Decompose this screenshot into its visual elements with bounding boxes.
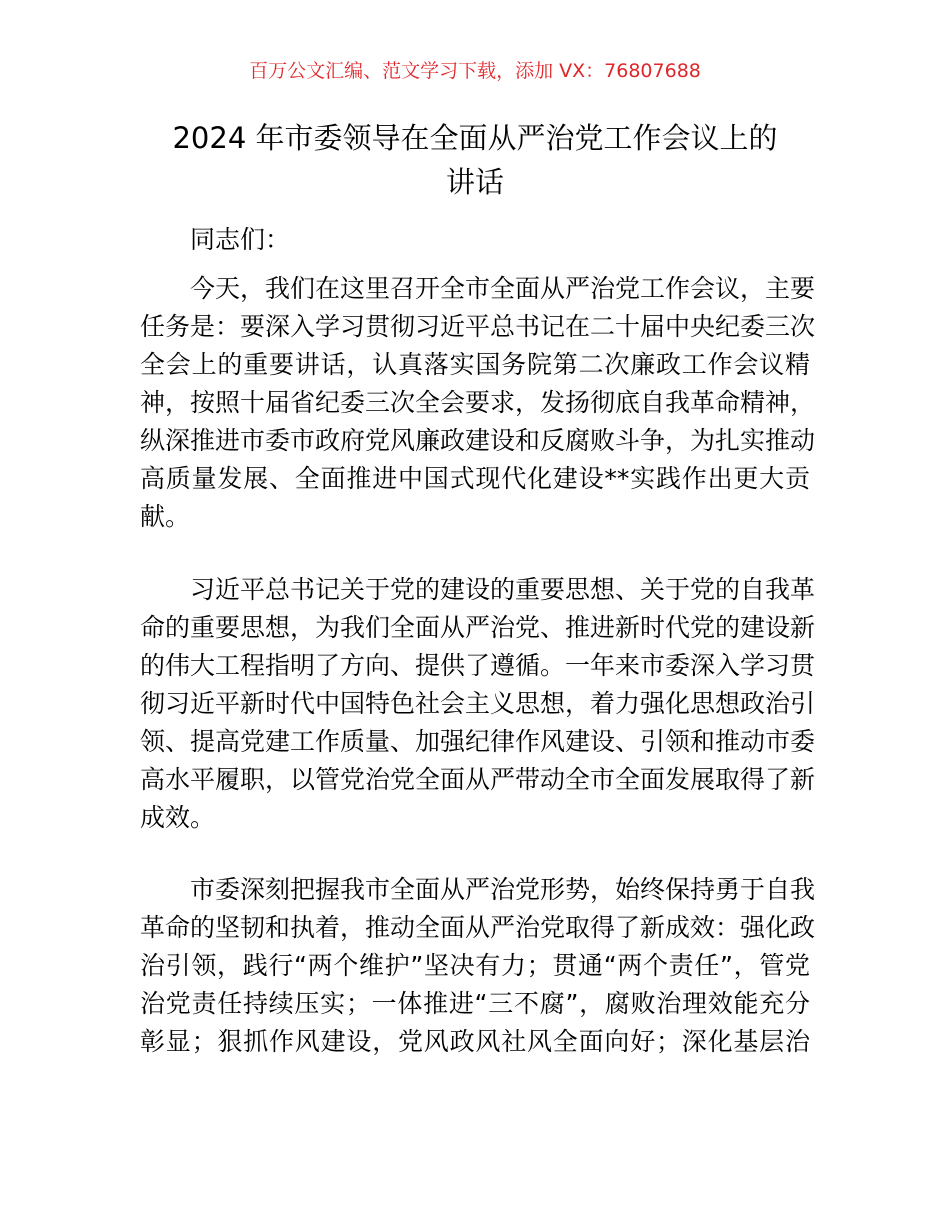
paragraph-line: 的伟大工程指明了方向、提供了遵循。一年来市委深入学习贯: [140, 651, 816, 680]
paragraph-line: 任务是：要深入学习贯彻习近平总书记在二十届中央纪委三次: [140, 312, 816, 341]
title-line: 2024 年市委领导在全面从严治党工作会议上的: [172, 121, 778, 155]
paragraph-line: 治党责任持续压实；一体推进“三不腐”，腐败治理效能充分: [140, 989, 810, 1018]
paragraph-line: 今天，我们在这里召开全市全面从严治党工作会议，主要: [190, 274, 816, 303]
paragraph-3: [140, 871, 816, 1061]
greeting: 同志们：: [190, 225, 291, 254]
paragraph-line: 彻习近平新时代中国特色社会主义思想，着力强化思想政治引: [140, 689, 816, 718]
document-title: [130, 116, 820, 204]
paragraph-line: 献。: [140, 502, 191, 531]
paragraph-line: 纵深推进市委市政府党风廉政建设和反腐败斗争，为扎实推动: [140, 426, 816, 455]
paragraph-line: 命的重要思想，为我们全面从严治党、推进新时代党的建设新: [140, 613, 816, 642]
paragraph-line: 习近平总书记关于党的建设的重要思想、关于党的自我革: [190, 575, 816, 604]
paragraph-line: 治引领，践行“两个维护”坚决有力；贯通“两个责任”，管党: [140, 951, 810, 980]
paragraph-line: 彰显；狠抓作风建设，党风政风社风全面向好；深化基层治: [140, 1027, 810, 1056]
paragraph-line: 神，按照十届省纪委三次全会要求，发扬彻底自我革命精神，: [140, 388, 816, 417]
paragraph-2: [140, 571, 816, 837]
watermark-header: 百万公文汇编、范文学习下载，添加 VX：76807688: [249, 60, 701, 82]
paragraph-line: 高水平履职，以管党治党全面从严带动全市全面发展取得了新: [140, 765, 816, 794]
paragraph-line: 成效。: [140, 803, 216, 832]
paragraph-line: 全会上的重要讲话，认真落实国务院第二次廉政工作会议精: [140, 350, 810, 379]
paragraph-line: 市委深刻把握我市全面从严治党形势，始终保持勇于自我: [190, 875, 816, 904]
paragraph-line: 革命的坚韧和执着，推动全面从严治党取得了新成效：强化政: [140, 913, 816, 942]
title-line: 讲话: [445, 165, 504, 199]
paragraph-line: 高质量发展、全面推进中国式现代化建设**实践作出更大贡: [140, 464, 810, 493]
paragraph-line: 领、提高党建工作质量、加强纪律作风建设、引领和推动市委: [140, 727, 816, 756]
paragraph-1: [140, 270, 816, 536]
